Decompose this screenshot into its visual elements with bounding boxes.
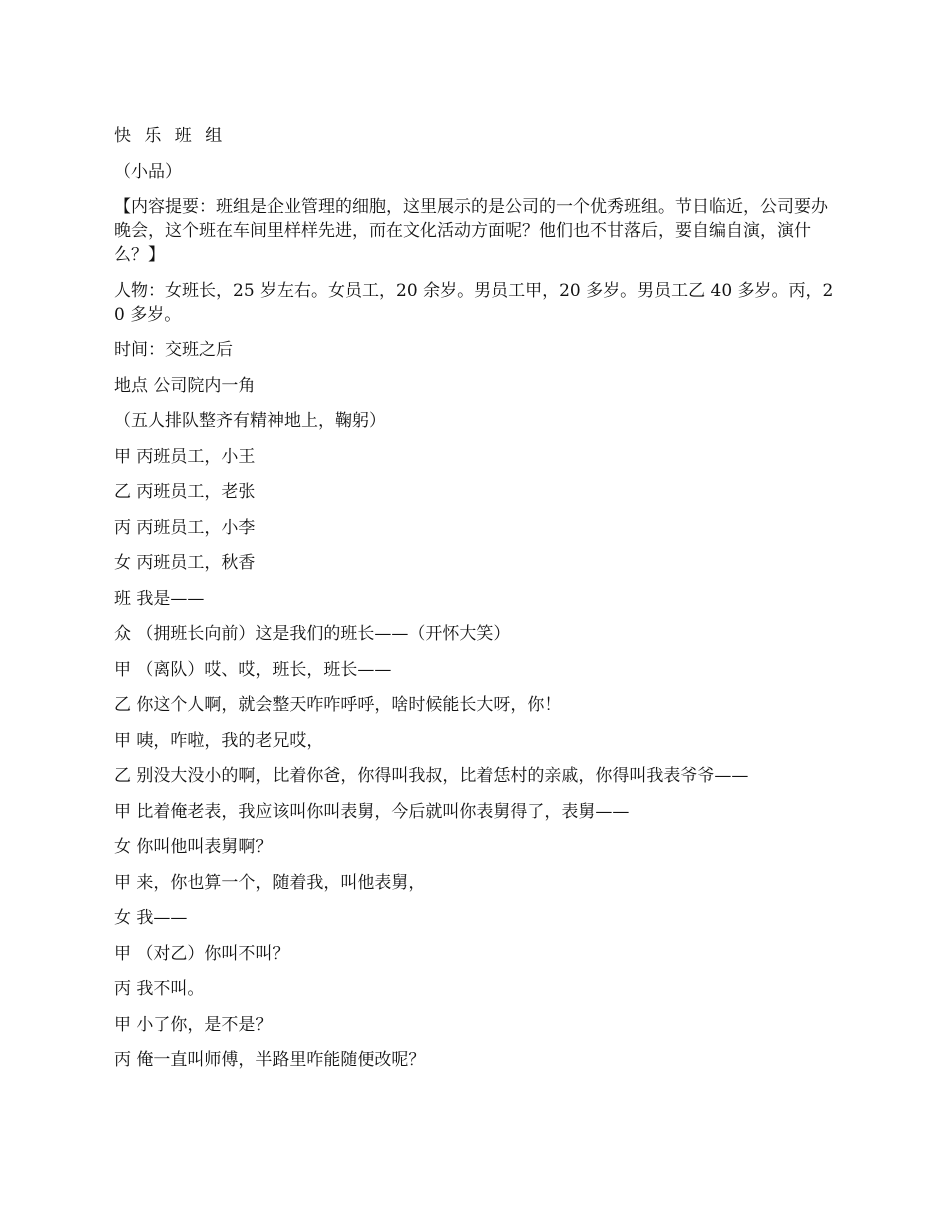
dialogue-line: 甲 小了你，是不是？ [114, 1014, 273, 1035]
dialogue-line: 甲 丙班员工，小王 [114, 446, 256, 467]
dialogue-line: 众 （拥班长向前）这是我们的班长——（开怀大笑） [114, 624, 511, 644]
dialogue-line: 乙 别没大没小的啊，比着你爸，你得叫我叔，比着恁村的亲戚，你得叫我表爷爷—— [114, 766, 749, 786]
dialogue-line: 女 你叫他叫表舅啊？ [114, 837, 273, 857]
dialogue-line: 甲 咦，咋啦，我的老兄哎， [114, 730, 324, 751]
dialogue-line: 女 丙班员工，秋香 [114, 553, 256, 573]
time-line: 时间：交班之后 [114, 340, 233, 360]
dialogue-line: 甲 （离队）哎、哎，班长，班长—— [114, 659, 392, 680]
summary-paragraph: 【内容提要：班组是企业管理的细胞，这里展示的是公司的一个优秀班组。节日临近，公司要办晚会，这个班在车间里样样先进，而在文化活动方面呢？他们也不甘落后，要自编自演，演什么？】 [114, 197, 828, 265]
document-title: 快 乐 班 组 [114, 126, 227, 146]
dialogue-line: 乙 你这个人啊，就会整天咋咋呼呼，啥时候能长大呀，你！ [114, 695, 562, 715]
place-line: 地点 公司院内一角 [114, 375, 256, 396]
dialogue-line: 乙 丙班员工，老张 [114, 482, 256, 502]
dialogue-line: 丙 丙班员工，小李 [114, 517, 256, 538]
dialogue-line: 甲 来，你也算一个，随着我，叫他表舅， [114, 872, 426, 893]
dialogue-line: 甲 （对乙）你叫不叫？ [114, 943, 290, 964]
document-subtitle: （小品） [114, 161, 182, 182]
dialogue-line: 丙 俺一直叫师傅，半路里咋能随便改呢？ [114, 1050, 426, 1070]
document-page [114, 124, 844, 1084]
dialogue-line: 班 我是—— [114, 588, 205, 609]
dialogue-line: 丙 我不叫。 [114, 979, 205, 999]
dialogue-line: 甲 比着俺老表，我应该叫你叫表舅，今后就叫你表舅得了，表舅—— [114, 801, 630, 822]
characters-paragraph: 人物：女班长，25 岁左右。女员工，20 余岁。男员工甲，20 多岁。男员工乙 40 多岁。丙，20 多岁。 [114, 280, 834, 325]
stage-direction: （五人排队整齐有精神地上，鞠躬） [114, 411, 386, 431]
dialogue-line: 女 我—— [114, 908, 188, 928]
